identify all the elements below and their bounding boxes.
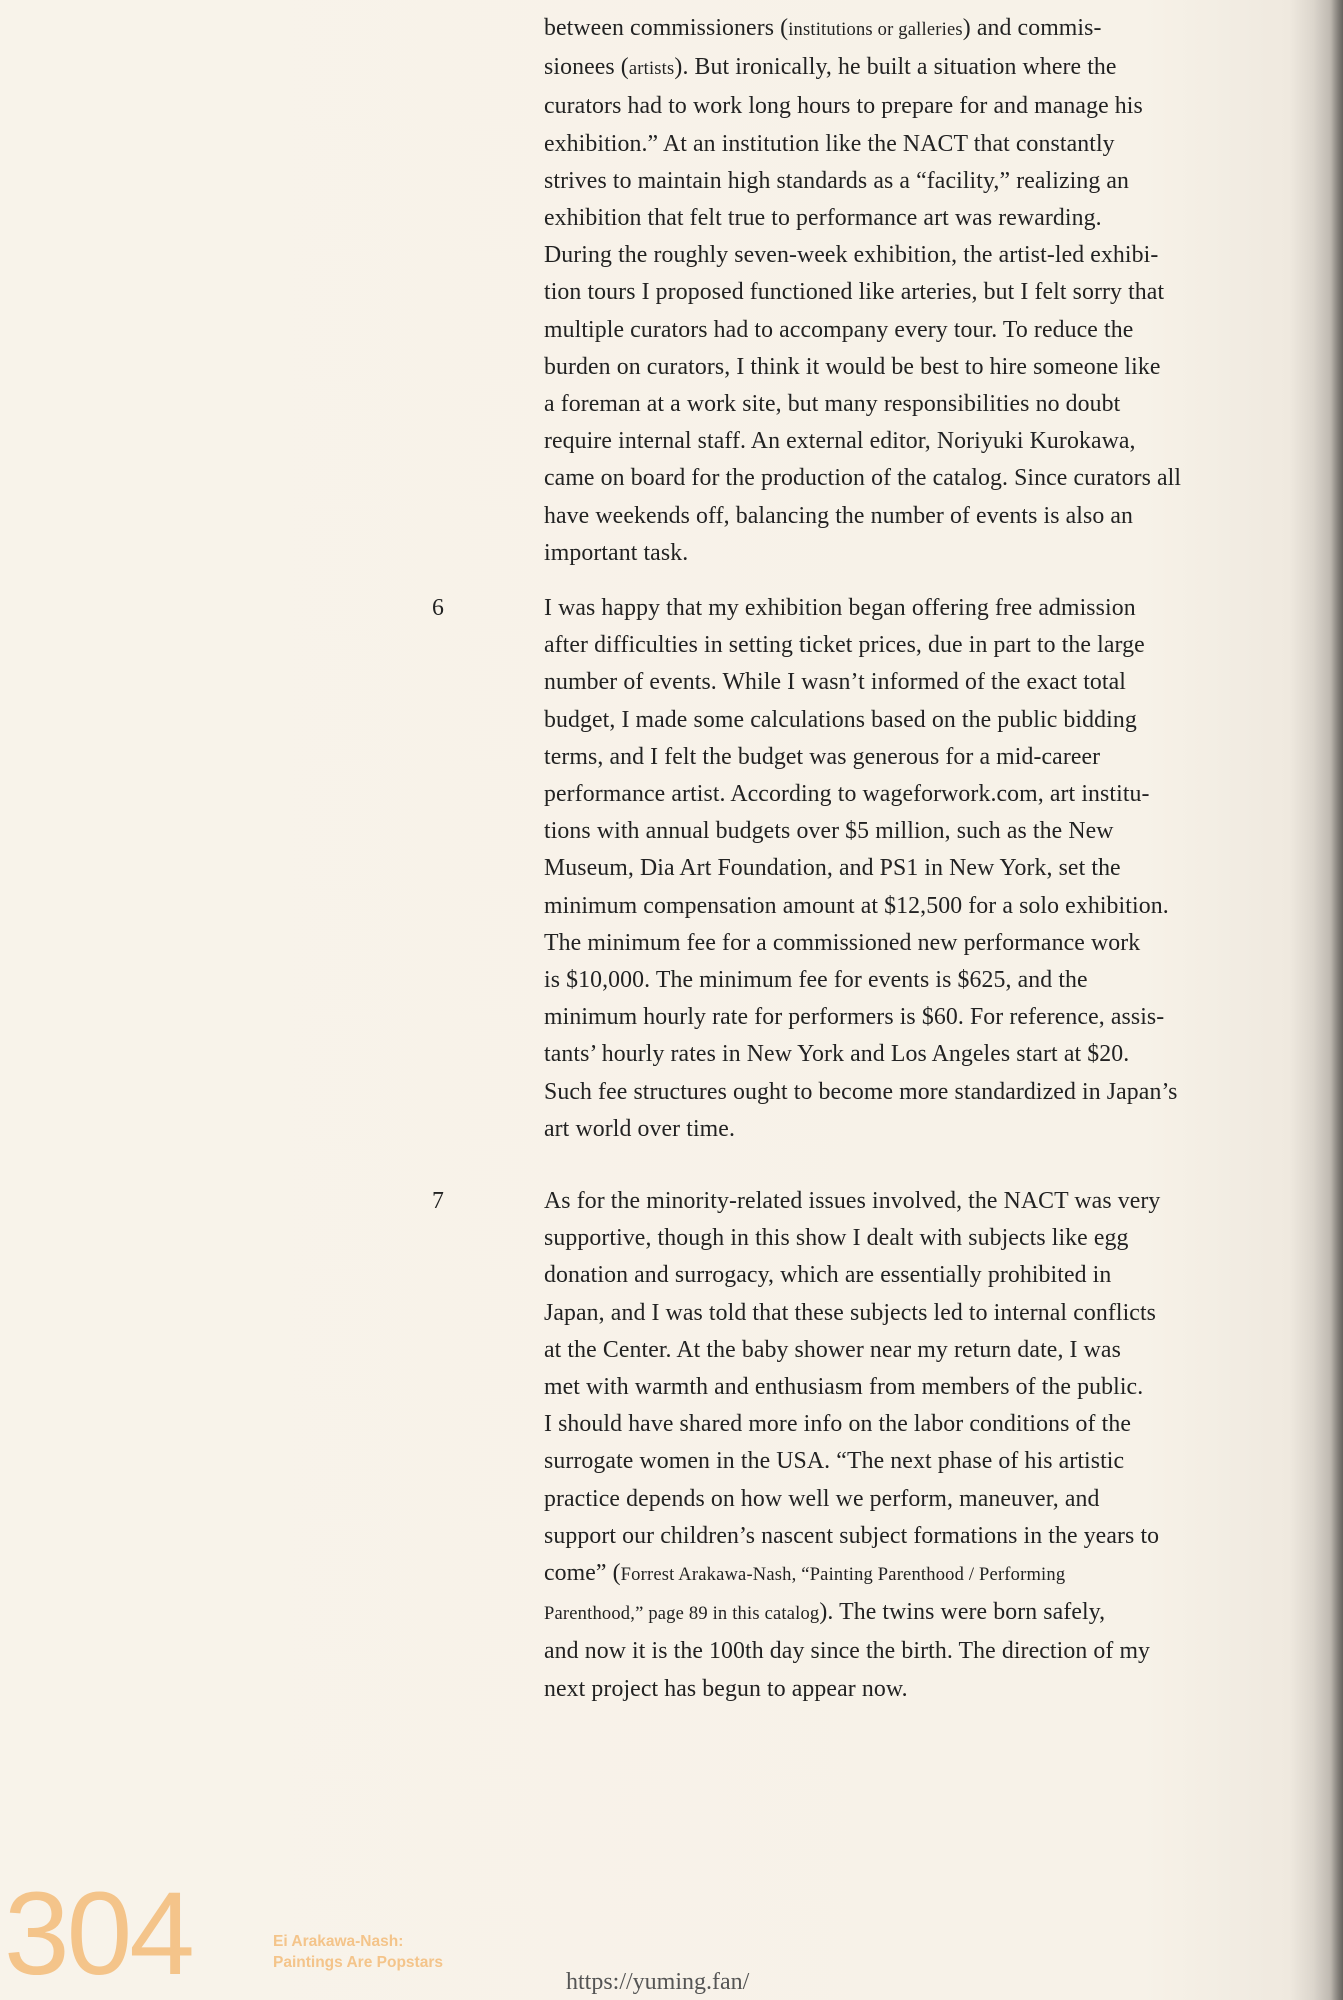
running-title-line-1: Ei Arakawa-Nash:: [273, 1933, 404, 1950]
text-line: exhibition.” At an institution like the NACT that constantly: [544, 130, 1115, 157]
note-number-6: 6: [432, 595, 444, 621]
note-6-paragraph: [544, 590, 1289, 1148]
text-line: is $10,000. The minimum fee for events is $625, and the: [544, 967, 1088, 994]
text-line: minimum compensation amount at $12,500 for a solo exhibition.: [544, 892, 1169, 919]
text-line: surrogate women in the USA. “The next phase of his artistic: [544, 1448, 1125, 1475]
text-line: sionees (artists). But ironically, he built a situation where the: [544, 54, 1117, 81]
text-line: performance artist. According to wageforwork.com, art institu-: [544, 781, 1150, 808]
text-line: budget, I made some calculations based on the public bidding: [544, 706, 1137, 733]
text-line: met with warmth and enthusiasm from members of the public.: [544, 1374, 1144, 1401]
text-line: Parenthood,” page 89 in this catalog). The twins were born safely,: [544, 1599, 1106, 1626]
text-line: minimum hourly rate for performers is $60. For reference, assis-: [544, 1004, 1165, 1031]
small-caps-citation: artists: [628, 59, 675, 80]
text-line: As for the minority-related issues involved, the NACT was very: [544, 1188, 1161, 1214]
running-title: [273, 1931, 443, 1973]
text-line: important task.: [544, 539, 689, 566]
text-line: came on board for the production of the catalog. Since curators all: [544, 465, 1182, 492]
text-line: I should have shared more info on the labor conditions of the: [544, 1411, 1131, 1438]
text-line: tion tours I proposed functioned like arteries, but I felt sorry that: [544, 279, 1165, 306]
text-line: During the roughly seven-week exhibition, the artist-led exhibi-: [544, 242, 1159, 269]
text-line: Museum, Dia Art Foundation, and PS1 in New York, set the: [544, 855, 1121, 882]
page-number: 304: [4, 1868, 192, 2000]
spine-shadow: [1313, 0, 1343, 2000]
text-line: have weekends off, balancing the number of events is also an: [544, 502, 1134, 529]
text-line: number of events. While I wasn’t informed of the exact total: [544, 669, 1127, 696]
small-caps-citation: Forrest Arakawa-Nash, “Painting Parenthood / Performing: [620, 1565, 1066, 1586]
text-line: strives to maintain high standards as a “facility,” realizing an: [544, 167, 1130, 194]
small-caps-citation: institutions or galleries: [788, 20, 963, 40]
text-line: donation and surrogacy, which are essentially prohibited in: [544, 1262, 1112, 1289]
text-line: I was happy that my exhibition began offering free admission: [544, 595, 1136, 621]
text-line: between commissioners (institutions or galleries) and commis-: [544, 15, 1102, 41]
text-line: and now it is the 100th day since the birth. The direction of my: [544, 1638, 1151, 1665]
text-line: supportive, though in this show I dealt with subjects like egg: [544, 1225, 1129, 1252]
text-line: Such fee structures ought to become more standardized in Japan’s: [544, 1078, 1178, 1105]
text-line: support our children’s nascent subject formations in the years to: [544, 1522, 1160, 1549]
text-line: terms, and I felt the budget was generous for a mid-career: [544, 743, 1101, 770]
text-line: come” (Forrest Arakawa-Nash, “Painting Parenthood / Performing: [544, 1560, 1066, 1587]
text-line: require internal staff. An external editor, Noriyuki Kurokawa,: [544, 428, 1136, 455]
text-line: at the Center. At the baby shower near my return date, I was: [544, 1336, 1121, 1363]
watermark-url: https://yuming.fan/: [566, 1969, 750, 1995]
text-line: tants’ hourly rates in New York and Los Angeles start at $20.: [544, 1041, 1130, 1068]
text-line: multiple curators had to accompany every tour. To reduce the: [544, 316, 1134, 343]
text-line: burden on curators, I think it would be best to hire someone like: [544, 353, 1161, 380]
text-line: after difficulties in setting ticket prices, due in part to the large: [544, 632, 1145, 659]
running-title-line-2: Paintings Are Popstars: [273, 1954, 443, 1971]
note-7-paragraph: [544, 1183, 1289, 1708]
text-line: tions with annual budgets over $5 million, such as the New: [544, 818, 1114, 845]
text-line: The minimum fee for a commissioned new performance work: [544, 929, 1141, 956]
text-line: a foreman at a work site, but many responsibilities no doubt: [544, 391, 1121, 418]
text-line: curators had to work long hours to prepare for and manage his: [544, 93, 1143, 120]
text-line: exhibition that felt true to performance art was rewarding.: [544, 205, 1102, 232]
text-line: Japan, and I was told that these subjects led to internal conflicts: [544, 1299, 1157, 1326]
text-line: practice depends on how well we perform, maneuver, and: [544, 1485, 1100, 1512]
paragraph-continued: [544, 10, 1289, 572]
text-line: art world over time.: [544, 1115, 735, 1142]
text-line: next project has begun to appear now.: [544, 1675, 908, 1702]
note-number-7: 7: [432, 1188, 444, 1214]
small-caps-citation: Parenthood,” page 89 in this catalog: [544, 1604, 820, 1625]
